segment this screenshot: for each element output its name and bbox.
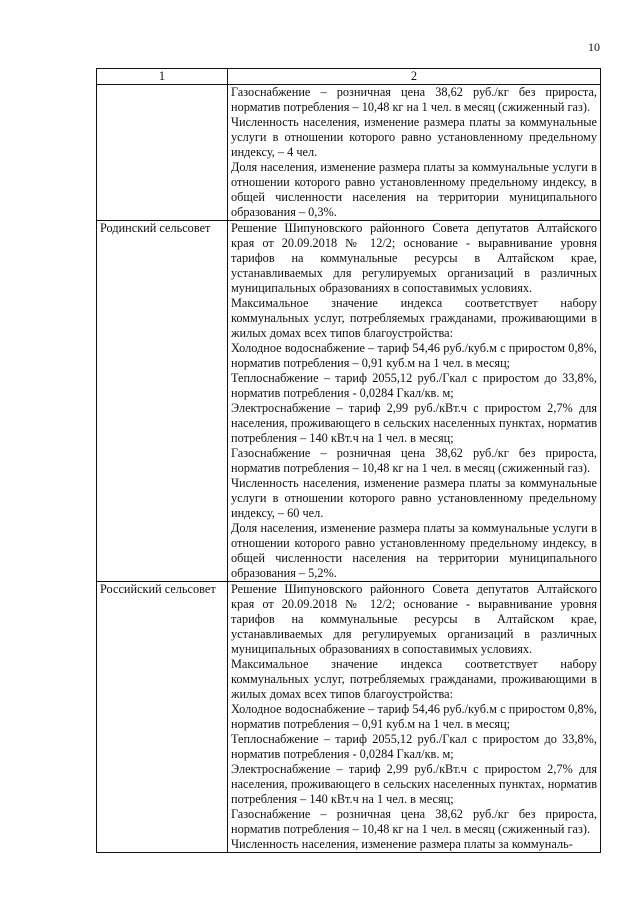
paragraph: Численность населения, изменение размера платы за коммунальные услуги в отношении которого равно установленному предельному индексу, – 60 чел.	[231, 476, 597, 520]
page-number: 10	[588, 40, 600, 54]
table-header-row	[97, 69, 601, 85]
table-row	[97, 85, 601, 221]
tariff-table	[96, 68, 601, 853]
paragraph: Теплоснабжение – тариф 2055,12 руб./Гкал с приростом до 33,8%, норматив потребления - 0,0284 Гкал/кв. м;	[231, 732, 597, 761]
description-cell	[228, 85, 601, 221]
paragraph: Доля населения, изменение размера платы за коммунальные услуги в отношении которого равно установленному предельному индексу, в общей численности населения на территории муниципального образования – 5,2%.	[231, 521, 597, 580]
paragraph: Электроснабжение – тариф 2,99 руб./кВт.ч с приростом 2,7% для населения, проживающего в сельских населенных пунктах, норматив потребления – 140 кВт.ч на 1 чел. в месяц;	[231, 401, 597, 445]
paragraph: Численность населения, изменение размера платы за коммунальные услуги в отношении которого равно установленному предельному индексу, – 4 чел.	[231, 115, 597, 159]
description-cell	[228, 221, 601, 582]
paragraph: Холодное водоснабжение – тариф 54,46 руб./куб.м с приростом 0,8%, норматив потребления – 0,91 куб.м на 1 чел. в месяц;	[231, 702, 597, 731]
municipality-cell: Родинский сельсовет	[97, 221, 228, 582]
paragraph: Холодное водоснабжение – тариф 54,46 руб./куб.м с приростом 0,8%, норматив потребления – 0,91 куб.м на 1 чел. в месяц;	[231, 341, 597, 370]
paragraph: Максимальное значение индекса соответствует набору коммунальных услуг, потребляемых гражданами, проживающими в жилых домах всех типов благоустройства:	[231, 657, 597, 701]
paragraph: Доля населения, изменение размера платы за коммунальные услуги в отношении которого равно установленному предельному индексу, в общей численности населения на территории муниципального образования – 0,3%.	[231, 160, 597, 219]
paragraph: Теплоснабжение – тариф 2055,12 руб./Гкал с приростом до 33,8%, норматив потребления - 0,0284 Гкал/кв. м;	[231, 371, 597, 400]
municipality-cell	[97, 85, 228, 221]
description-cell	[228, 582, 601, 853]
paragraph: Решение Шипуновского районного Совета депутатов Алтайского края от 20.09.2018 № 12/2; основание - выравнивание уровня тарифов на коммунальные ресурсы в Алтайском крае, устанавливаемых для регулируемых организаций в различных муниципальных образованиях в сопоставимых условиях.	[231, 582, 597, 656]
paragraph: Газоснабжение – розничная цена 38,62 руб./кг без прироста, норматив потребления – 10,48 кг на 1 чел. в месяц (сжиженный газ).	[231, 807, 597, 836]
paragraph: Численность населения, изменение размера платы за коммуналь-	[231, 837, 573, 851]
paragraph: Газоснабжение – розничная цена 38,62 руб./кг без прироста, норматив потребления – 10,48 кг на 1 чел. в месяц (сжиженный газ).	[231, 446, 597, 475]
table-row	[97, 582, 601, 853]
table-row	[97, 221, 601, 582]
paragraph: Максимальное значение индекса соответствует набору коммунальных услуг, потребляемых гражданами, проживающими в жилых домах всех типов благоустройства:	[231, 296, 597, 340]
paragraph: Электроснабжение – тариф 2,99 руб./кВт.ч с приростом 2,7% для населения, проживающего в сельских населенных пунктах, норматив потребления – 140 кВт.ч на 1 чел. в месяц;	[231, 762, 597, 806]
paragraph: Решение Шипуновского районного Совета депутатов Алтайского края от 20.09.2018 № 12/2; основание - выравнивание уровня тарифов на коммунальные ресурсы в Алтайском крае, устанавливаемых для регулируемых организаций в различных муниципальных образованиях в сопоставимых условиях.	[231, 221, 597, 295]
municipality-cell: Российский сельсовет	[97, 582, 228, 853]
column-header-1: 1	[97, 69, 228, 85]
paragraph: Газоснабжение – розничная цена 38,62 руб./кг без прироста, норматив потребления – 10,48 кг на 1 чел. в месяц (сжиженный газ).	[231, 85, 597, 114]
column-header-2: 2	[228, 69, 601, 85]
